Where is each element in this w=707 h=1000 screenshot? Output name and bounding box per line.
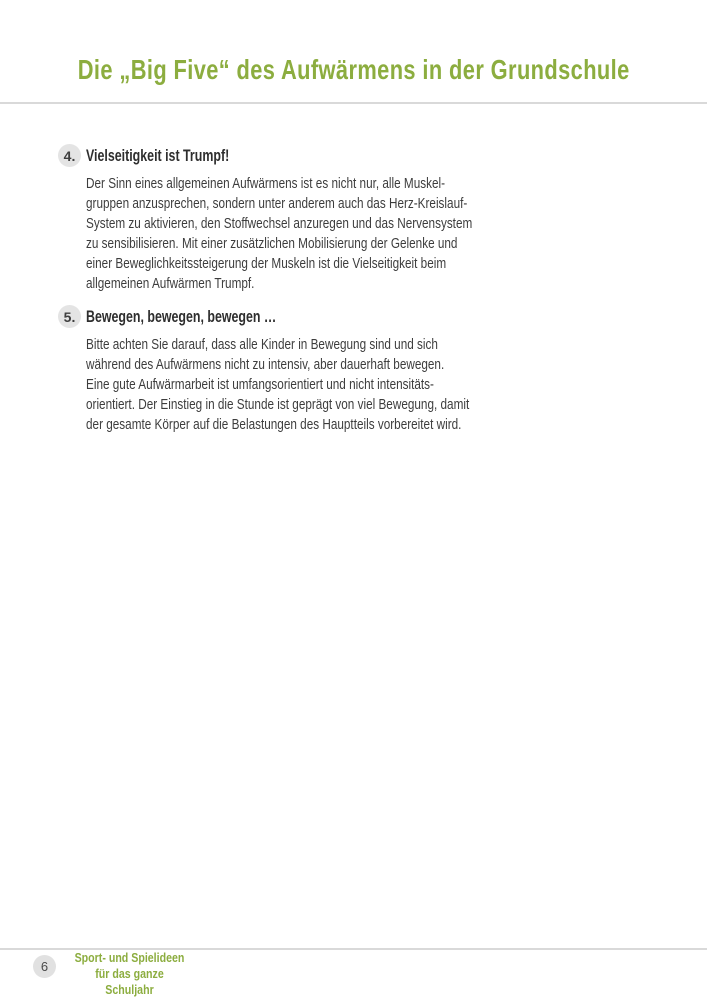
section-number-badge — [58, 144, 81, 167]
section-paragraph: Bitte achten Sie darauf, dass alle Kinder in Bewegung sind und sich während des Aufwärmens nicht zu intensiv, aber dauerhaft bewegen. Eine gute Aufwärmarbeit ist umfangsorientiert und nicht intensitäts- orientiert. Der Einstieg in die Stunde ist geprägt von viel Bewegung, damit der gesamte Körper auf die Belastungen des Hauptteils vorbereitet wird. — [86, 337, 470, 433]
section-number: 4. — [63, 147, 76, 164]
footer-series-title: Sport- und Spielideen für das ganze Schuljahr — [74, 951, 185, 997]
section-number-badge — [58, 305, 81, 328]
section-heading: Vielseitigkeit ist Trumpf! — [86, 146, 230, 165]
header-divider — [0, 102, 707, 104]
page-number: 6 — [40, 959, 49, 974]
section-number: 5. — [63, 308, 76, 325]
page-number-badge — [33, 955, 56, 978]
section-paragraph: Der Sinn eines allgemeinen Aufwärmens ist es nicht nur, alle Muskel- gruppen anzusprechen, sondern unter anderem auch das Herz-Kreislauf- System zu aktivieren, den Stoffwechsel anzuregen und das Nervensystem zu sensibilisieren. Mit einer zusätzlichen Mobilisierung der Gelenke und einer Beweglichkeitssteigerung der Muskeln ist die Vielseitigkeit beim allgemeinen Aufwärmen Trumpf. — [86, 176, 473, 292]
page-title: Die „Big Five“ des Aufwärmens in der Grundschule — [77, 54, 630, 85]
section-heading: Bewegen, bewegen, bewegen … — [86, 307, 277, 326]
